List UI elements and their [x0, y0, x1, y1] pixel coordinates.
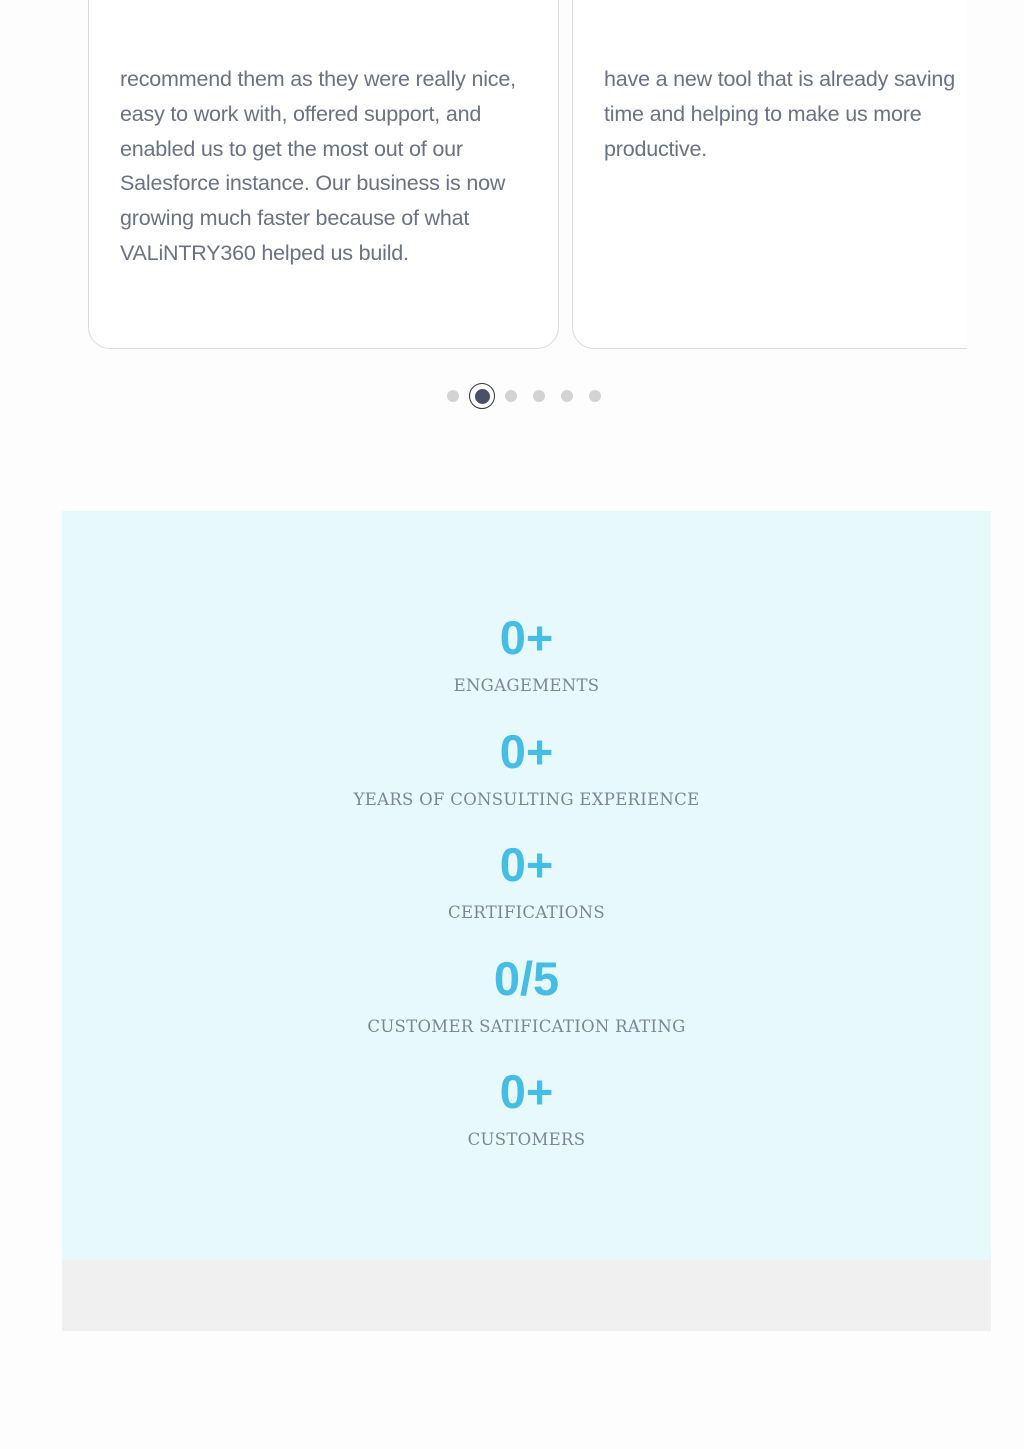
stat-customers [62, 1065, 991, 1151]
testimonial-line: Salesforce instance. Our business is now [120, 171, 506, 196]
testimonial-card [572, 0, 967, 349]
testimonial-text [120, 62, 540, 271]
stat-label: ENGAGEMENTS [453, 676, 600, 695]
testimonial-line: VALiNTRY360 helped us build. [120, 240, 409, 265]
testimonial-line: recommend them as they were really nice, [120, 67, 516, 91]
testimonial-card [88, 0, 559, 349]
stat-label: YEARS OF CONSULTING EXPERIENCE [353, 790, 700, 809]
testimonial-text [604, 62, 967, 166]
testimonial-line: productive. [604, 136, 707, 161]
stat-value: 0+ [499, 838, 554, 891]
carousel-dot-4[interactable] [533, 390, 545, 402]
testimonial-line: easy to work with, offered support, and [120, 101, 482, 126]
stat-value: 0+ [499, 611, 554, 664]
carousel-dot-3[interactable] [505, 390, 517, 402]
stat-certifications [62, 838, 991, 924]
stat-customer-rating [62, 952, 991, 1038]
carousel-dot-2-active[interactable] [469, 383, 495, 409]
carousel-dot-5[interactable] [561, 390, 573, 402]
section-divider-band [62, 1260, 991, 1331]
testimonial-carousel[interactable] [88, 0, 967, 352]
stat-label: CUSTOMERS [467, 1130, 586, 1149]
carousel-pagination [447, 383, 617, 409]
stat-engagements [62, 611, 991, 697]
carousel-dot-6[interactable] [589, 390, 601, 402]
stat-label: CERTIFICATIONS [448, 903, 605, 922]
testimonial-line: have a new tool that is already saving [604, 67, 955, 91]
testimonial-line: time and helping to make us more [604, 101, 922, 126]
testimonial-line: enabled us to get the most out of our [120, 136, 463, 161]
testimonial-line: growing much faster because of what [120, 206, 470, 231]
stat-value: 0/5 [493, 952, 560, 1005]
stat-years-experience [62, 725, 991, 811]
stat-value: 0+ [499, 1065, 554, 1118]
stats-section [62, 511, 991, 1260]
carousel-dot-1[interactable] [447, 390, 459, 402]
stat-value: 0+ [499, 725, 554, 778]
stat-label: CUSTOMER SATIFICATION RATING [367, 1017, 686, 1036]
